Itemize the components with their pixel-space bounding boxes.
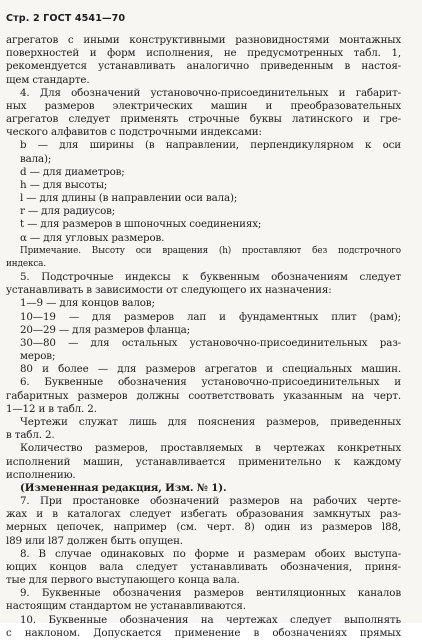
text-line: b — для ширины (в направлении, перпендикулярном к оси — [20, 139, 401, 152]
text-line: рекомендуется устанавливать аналогично приведенным в настоя- — [6, 60, 401, 73]
text-line: меров; — [20, 350, 56, 363]
text-line: ческого алфавитов с подстрочными индексами: — [6, 126, 262, 139]
text-line: α — для угловых размеров. — [20, 231, 165, 244]
text-line: r — для радиусов; — [20, 205, 116, 218]
text-line: Количество размеров, проставляемых в чертежах конкретных — [20, 442, 401, 455]
text-line: ных размеров электрических машин и преобразовательных — [6, 99, 401, 112]
text-line: настоящим стандартом не устанавливаются. — [6, 600, 246, 613]
text-line: 80 и более — для размеров агрегатов и специальных машин. — [20, 363, 401, 376]
text-line: l — для длины (в направлении оси вала); — [20, 192, 238, 205]
text-line: t — для размеров в шпоночных соединениях; — [20, 218, 262, 231]
document-body — [6, 34, 401, 640]
text-line: исполнений машин, устанавливается применительно к каждому — [6, 455, 401, 468]
text-line: исполнению. — [6, 468, 76, 481]
text-line: h — для высоты; — [20, 178, 108, 191]
text-line: 6. Буквенные обозначения установочно-присоединительных и — [20, 376, 401, 389]
text-line: 10. Буквенные обозначения на чертежах следует выполнять — [20, 613, 401, 626]
text-line: мерных цепочек, например (см. черт. 8) один из размеров l88, — [6, 521, 401, 534]
text-line: 4. Для обозначений установочно-присоединительных и габарит- — [20, 86, 401, 99]
text-line: агрегатов следует применять строчные буквы латинского и гре- — [6, 113, 401, 126]
text-line: 8. В случае одинаковых по форме и размерам обоих выступа- — [20, 547, 401, 560]
text-line: 20—29 — для размеров фланца; — [20, 323, 190, 336]
text-line: с наклоном. Допускается применение в обозначениях прямых — [6, 626, 401, 639]
text-line: щем стандарте. — [6, 73, 90, 86]
text-line: поверхностей и форм исполнения, не предусмотренных табл. 1, — [6, 47, 401, 60]
text-line: агрегатов с иными конструктивными разновидностями монтажных — [6, 34, 401, 46]
text-line: l89 или l87 должен быть опущен. — [6, 534, 183, 547]
text-line: Чертежи служат лишь для пояснения размеров, приведенных — [20, 415, 401, 428]
text-line: габаритных размеров должны соответствовать указанным на черт. — [6, 389, 401, 402]
text-line: 1—12 и в табл. 2. — [6, 402, 97, 415]
text-line: вала); — [20, 152, 52, 165]
text-line: 30—80 — для остальных установочно-присоединительных раз- — [20, 336, 401, 349]
text-line: жах и в каталогах следует избегать образования замкнутых раз- — [6, 508, 401, 521]
text-line: 9. Буквенные обозначения размеров вентиляционных каналов — [20, 587, 401, 600]
text-line: 7. При простановке обозначений размеров на рабочих черте- — [20, 495, 401, 508]
text-line: устанавливать в зависимости от следующего их назначения: — [6, 284, 332, 297]
text-line: индекса. — [6, 258, 47, 269]
text-line: (Измененная редакция, Изм. № 1). — [20, 481, 227, 494]
text-line: Примечание. Высоту оси вращения (h) проставляют без подстрочного — [20, 245, 401, 256]
text-line: тые для первого выступающего конца вала. — [6, 574, 240, 587]
text-line: ющих концов вала следует устанавливать обозначения, приня- — [6, 560, 401, 573]
text-line: d — для диаметров; — [20, 165, 125, 178]
text-line: 10—19 — для размеров лап и фундаментных плит (рам); — [20, 310, 401, 323]
text-line: в табл. 2. — [6, 429, 55, 442]
text-line: 5. Подстрочные индексы к буквенным обозначениям следует — [20, 271, 401, 284]
page-header: Стр. 2 ГОСТ 4541—70 — [6, 13, 126, 24]
text-line: 1—9 — для концов валов; — [20, 297, 155, 310]
